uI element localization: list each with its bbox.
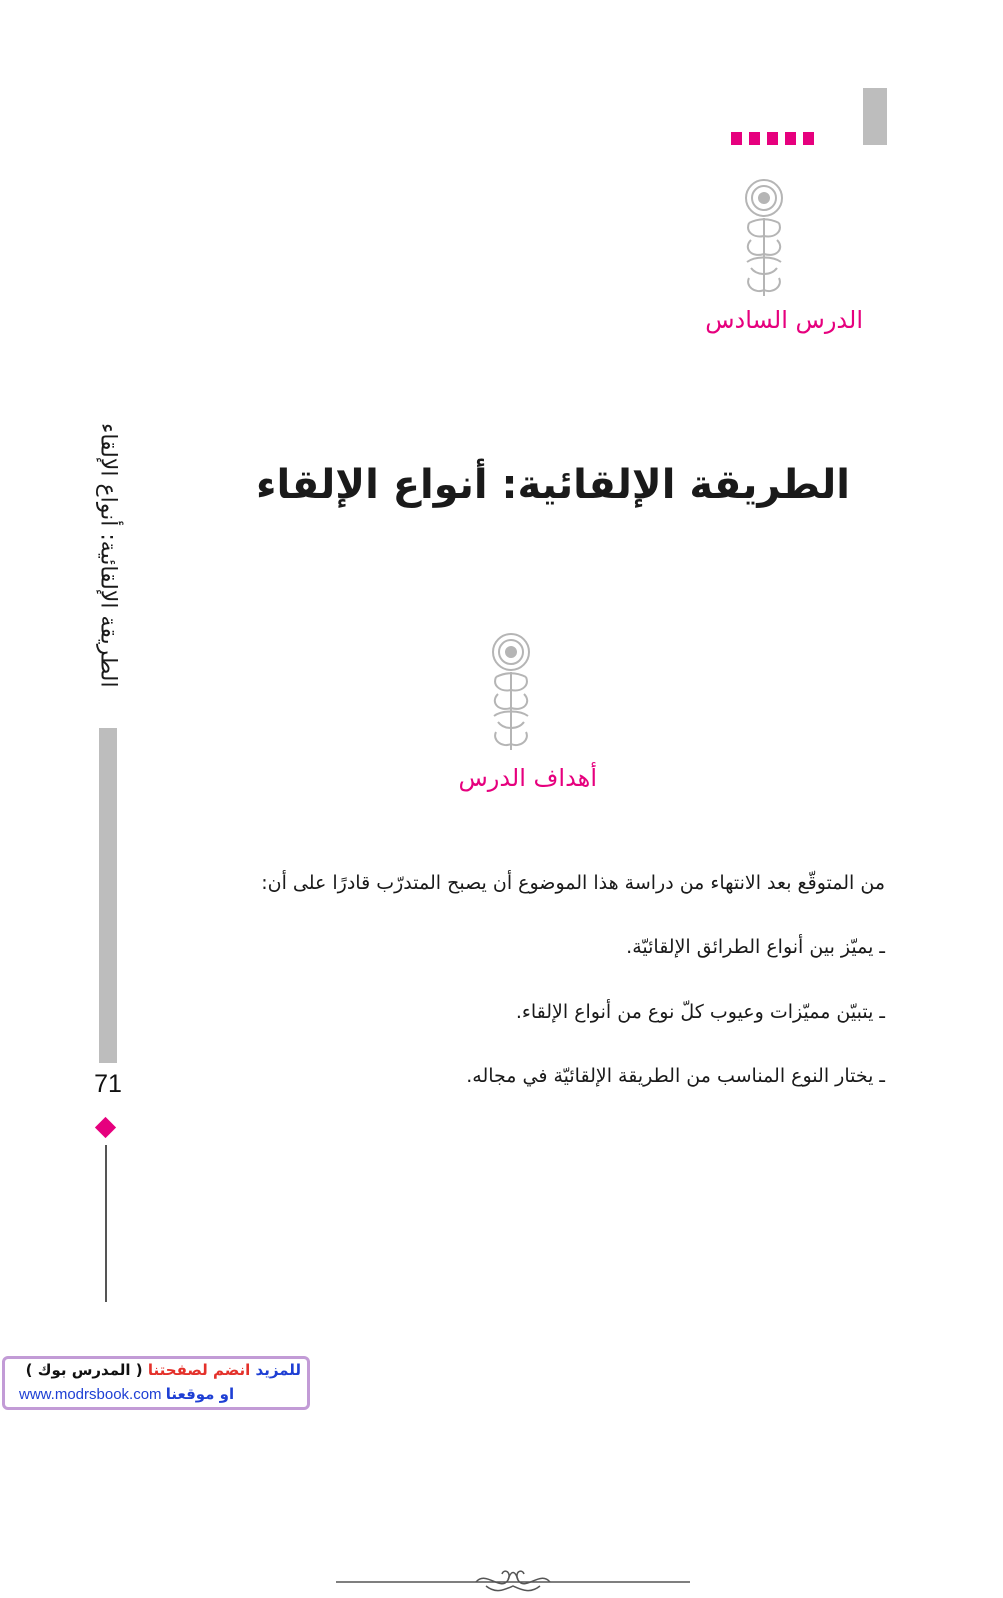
header-gray-bar [863, 88, 887, 145]
watermark-more: للمزيد [255, 1361, 301, 1379]
floral-ornament-icon [488, 632, 534, 752]
watermark-banner [2, 1356, 310, 1410]
flourish-divider-line [336, 1562, 690, 1598]
objective-item: ـ يميّز بين أنواع الطرائق الإلقائيّة. [626, 936, 885, 958]
lesson-label: الدرس السادس [705, 306, 863, 334]
watermark-url[interactable]: www.modrsbook.com [19, 1386, 162, 1403]
watermark-join: انضم لصفحتنا [147, 1361, 251, 1379]
header-pink-dashes [731, 132, 814, 145]
side-vertical-line [105, 1145, 107, 1302]
side-gray-bar [99, 728, 117, 1063]
objectives-heading: أهداف الدرس [458, 764, 597, 792]
objective-item: ـ يختار النوع المناسب من الطريقة الإلقائيّة في مجاله. [466, 1065, 885, 1087]
running-header-text: الطريقة الإلقائية: أنواع الإلقاء [95, 422, 121, 688]
watermark-line1 [26, 1361, 301, 1379]
running-header [88, 390, 128, 720]
objective-item: ـ يتبيّن مميّزات وعيوب كلّ نوع من أنواع الإلقاء. [515, 1001, 885, 1023]
intro-text: من المتوقّع بعد الانتهاء من دراسة هذا الموضوع أن يصبح المتدرّب قادرًا على أن: [261, 872, 885, 894]
page-number: 71 [94, 1070, 122, 1098]
pink-diamond [95, 1117, 116, 1138]
page-title: الطريقة الإلقائية: أنواع الإلقاء [256, 462, 850, 508]
watermark-site-label: او موقعنا [165, 1385, 235, 1403]
watermark-line2 [19, 1385, 234, 1403]
watermark-page-name: ( المدرس بوك ) [25, 1361, 143, 1379]
floral-ornament-icon [741, 178, 787, 298]
